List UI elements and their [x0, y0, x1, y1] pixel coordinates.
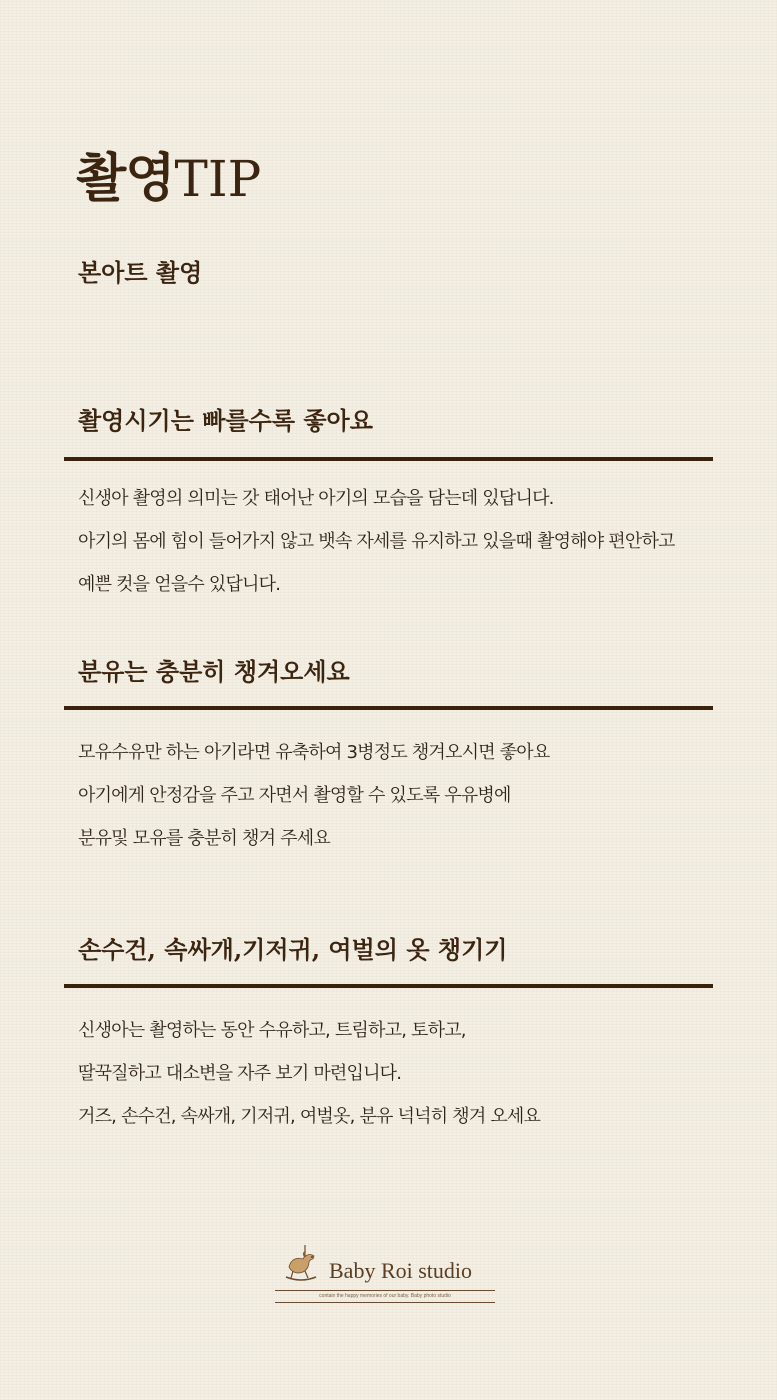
page-title-tip: TIP — [174, 150, 262, 208]
body-line: 모유수유만 하는 아기라면 유축하여 3병정도 챙겨오시면 좋아요 — [78, 742, 550, 763]
studio-logo — [275, 1243, 495, 1307]
section-divider — [64, 706, 713, 710]
section-heading-timing: 촬영시기는 빠를수록 좋아요 — [78, 406, 373, 435]
logo-divider — [275, 1302, 495, 1303]
body-line: 딸꾹질하고 대소변을 자주 보기 마련입니다. — [78, 1063, 402, 1084]
section-heading-supplies: 손수건, 속싸개,기저귀, 여벌의 옷 챙기기 — [78, 935, 508, 964]
studio-tagline: contain the happy memories of our baby. Baby photo studio — [319, 1293, 451, 1299]
page-title — [76, 142, 261, 216]
body-line: 분유및 모유를 충분히 챙겨 주세요 — [78, 828, 330, 849]
body-line: 예쁜 컷을 얻을수 있답니다. — [78, 574, 281, 595]
section-divider — [64, 984, 713, 988]
body-line: 아기에게 안정감을 주고 자면서 촬영할 수 있도록 우유병에 — [78, 785, 511, 806]
studio-name: Baby Roi studio — [329, 1258, 473, 1283]
section-body-supplies — [78, 1009, 540, 1138]
body-line: 아기의 몸에 힘이 들어가지 않고 뱃속 자세를 유지하고 있을때 촬영해야 편안하고 — [78, 531, 675, 552]
page-title-korean: 촬영 — [76, 148, 175, 209]
body-line: 신생아 촬영의 의미는 갓 태어난 아기의 모습을 담는데 있답니다. — [78, 488, 554, 509]
body-line: 신생아는 촬영하는 동안 수유하고, 트림하고, 토하고, — [78, 1020, 466, 1041]
section-divider — [64, 457, 713, 461]
page-subtitle: 본아트 촬영 — [78, 258, 203, 287]
rocking-horse-icon — [283, 1243, 319, 1285]
body-line: 거즈, 손수건, 속싸개, 기저귀, 여벌옷, 분유 넉넉히 챙겨 오세요 — [78, 1106, 541, 1127]
section-body-formula — [78, 731, 549, 860]
section-heading-formula: 분유는 충분히 챙겨오세요 — [78, 657, 350, 686]
section-body-timing — [78, 477, 675, 606]
logo-divider — [275, 1290, 495, 1291]
